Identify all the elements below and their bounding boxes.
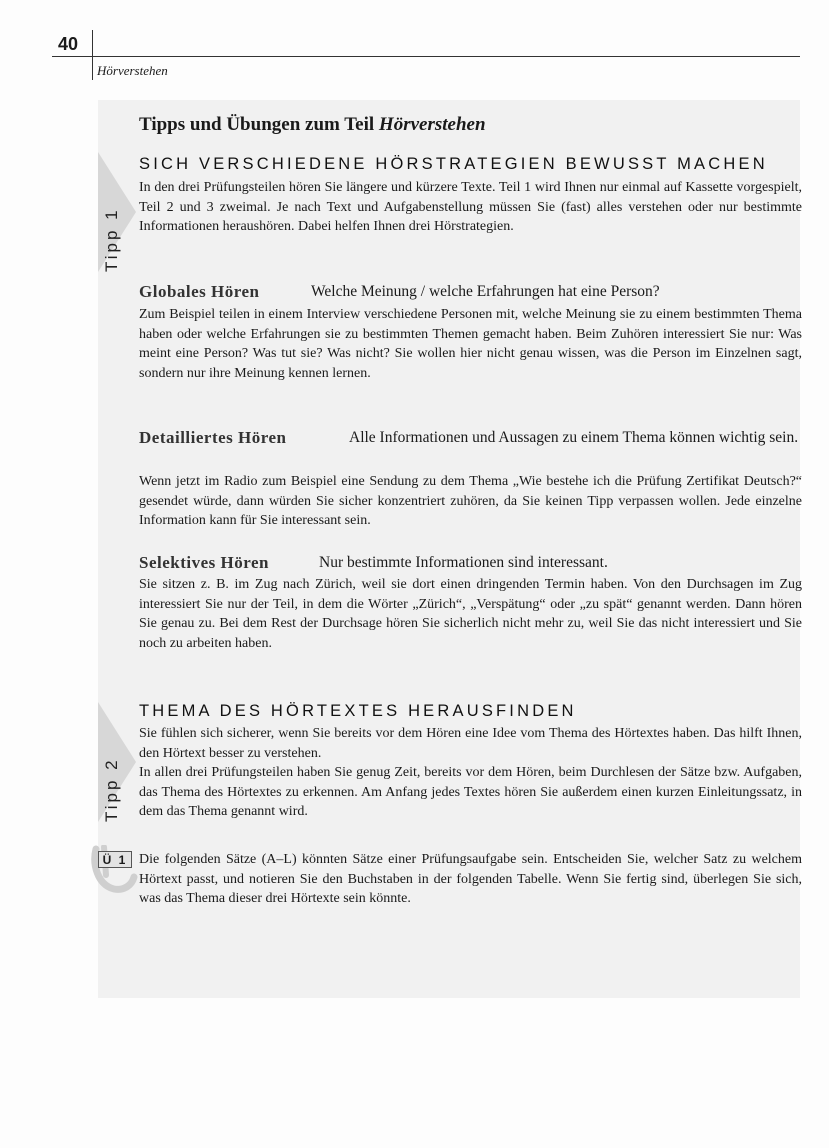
tipp-2-marker bbox=[98, 702, 138, 862]
exercise-text: Die folgenden Sätze (A–L) könnten Sätze einer Prüfungsaufgabe sein. Entscheiden Sie, welcher Satz zu welchem Hörtext passt, und notieren Sie den Buchstaben in der folgenden Tabelle. Wenn Sie fertig sind, überlegen Sie sich, was das Thema dieser drei Hörtexte sein könnte. bbox=[139, 852, 802, 906]
tipp-2-heading: THEMA DES HÖRTEXTES HERAUSFINDEN bbox=[139, 702, 577, 720]
detail-heading-row bbox=[139, 428, 802, 448]
global-text: Zum Beispiel teilen in einem Interview verschiedene Personen mit, welche Meinung sie zu einem bestimmten Thema haben oder welche Erfahrungen sie zu bestimmten Themen gemacht haben. Beim Zuhören interessiert Sie nur: Was meint eine Person? Was tut sie? Was nicht? Sie wollen hier nicht genau wissen, was die Person im Einzelnen sagt, sondern nur ihre Meinung kennen lernen. bbox=[139, 307, 802, 381]
tipp-2-text-1: Sie fühlen sich sicherer, wenn Sie bereits vor dem Hören eine Idee vom Thema des Hörtextes haben. Das hilft Ihnen, den Hörtext besser zu verstehen. bbox=[139, 726, 802, 761]
global-desc: Welche Meinung / welche Erfahrungen hat eine Person? bbox=[311, 283, 660, 300]
tipp-1-marker bbox=[98, 152, 138, 312]
tipp-1-heading: SICH VERSCHIEDENE HÖRSTRATEGIEN BEWUSST MACHEN bbox=[139, 155, 768, 173]
selective-title: Selektives Hören bbox=[139, 553, 269, 572]
tipp-1-label: Tipp 1 bbox=[102, 207, 121, 272]
detail-title: Detailliertes Hören bbox=[139, 428, 287, 447]
tipp-2-text-2: In allen drei Prüfungsteilen haben Sie genug Zeit, bereits vor dem Hören, beim Durchlesen der Sätze bzw. Aufgaben, das Thema des Hörtextes zu erkennen. Am Anfang jedes Textes hören Sie außerdem einen kurzen Einleitungssatz, in dem das Thema genannt wird. bbox=[139, 765, 802, 819]
header-divider-vertical bbox=[92, 30, 93, 80]
selective-text: Sie sitzen z. B. im Zug nach Zürich, weil sie dort einen dringenden Termin haben. Von den Durchsagen im Zug interessiert Sie nur der Teil, in dem die Wörter „Zürich“, „Verspätung“ oder „zu spät“ genannt werden. Dann hören Sie genau zu. Bei dem Rest der Durchsage hören Sie sicherlich nicht mehr zu, weil Sie das nicht interessiert und Sie noch zu arbeiten haben. bbox=[139, 577, 802, 651]
page-title bbox=[139, 114, 486, 136]
tipp-1-text: In den drei Prüfungsteilen hören Sie längere und kürzere Texte. Teil 1 wird Ihnen nur einmal auf Kassette vorgespielt, Teil 2 und 3 zweimal. Je nach Text und Aufgabenstellung müssen Sie (fast) alles verstehen oder nur bestimmte Informationen heraushören. Dabei helfen Ihnen drei Hörstrategien. bbox=[139, 180, 802, 234]
detail-desc: Alle Informationen und Aussagen zu einem Thema können wichtig sein. bbox=[349, 429, 799, 446]
tipp-2-label: Tipp 2 bbox=[102, 757, 121, 822]
global-heading-row bbox=[139, 282, 802, 302]
exercise-badge: Ü 1 bbox=[98, 851, 132, 868]
global-title: Globales Hören bbox=[139, 282, 260, 301]
detail-text: Wenn jetzt im Radio zum Beispiel eine Sendung zu dem Thema „Wie bestehe ich die Prüfung Zertifikat Deutsch?“ gesendet würde, dann würden Sie sicher konzentriert zuhören, da Sie keinen Tipp verpassen wollen. Jede einzelne Information kann für Sie interessant sein. bbox=[139, 474, 802, 528]
running-head: Hörverstehen bbox=[97, 63, 168, 78]
page-title-emphasis: Hörverstehen bbox=[378, 114, 486, 135]
selective-heading-row bbox=[139, 553, 802, 573]
selective-desc: Nur bestimmte Informationen sind interessant. bbox=[319, 554, 608, 571]
page-number: 40 bbox=[58, 34, 79, 54]
header-divider-horizontal bbox=[52, 56, 800, 57]
page-title-text: Tipps und Übungen zum Teil bbox=[139, 114, 379, 135]
